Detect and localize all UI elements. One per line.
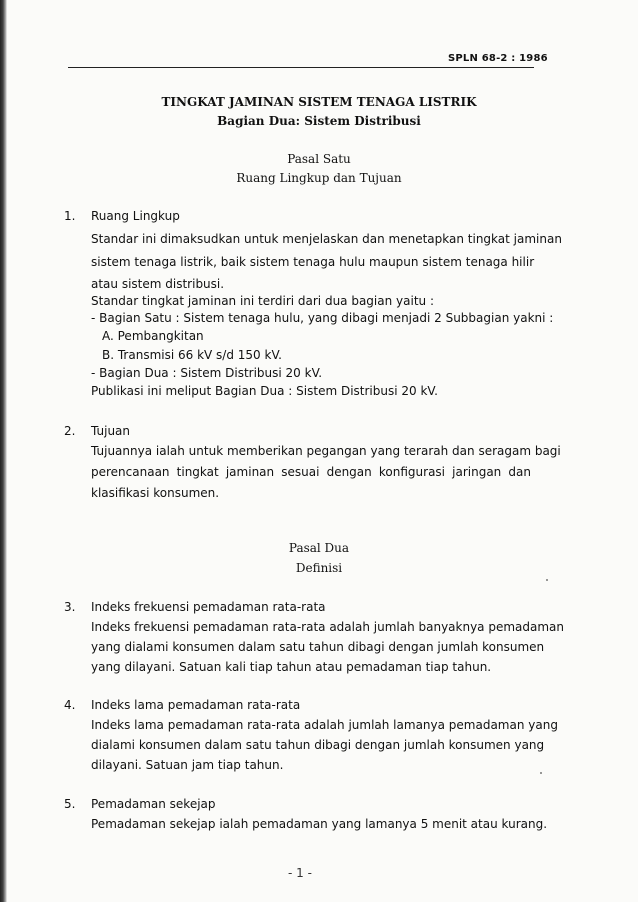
section-1-text: Publikasi ini meliput Bagian Dua : Sistem Distribusi 20 kV. [91, 384, 438, 398]
page-number: - 1 - [288, 866, 312, 880]
section-5-text: Pemadaman sekejap ialah pemadaman yang lamanya 5 menit atau kurang. [91, 817, 548, 831]
section-2-text: klasifikasi konsumen. [91, 486, 220, 500]
section-1-text: Standar tingkat jaminan ini terdiri dari dua bagian yaitu : [91, 294, 434, 308]
section-1-subitem: B. Transmisi 66 kV s/d 150 kV. [102, 348, 282, 362]
section-3-text: yang dialami konsumen dalam satu tahun dibagi dengan jumlah konsumen [91, 640, 545, 654]
section-2-text: Tujuannya ialah untuk memberikan pegangan yang terarah dan seragam bagi [91, 444, 561, 458]
section-1-text: atau sistem distribusi. [91, 277, 225, 291]
section-2-heading: Tujuan [91, 424, 131, 438]
pasal-dua-label: Pasal Dua [288, 541, 350, 555]
section-4-text: dialami konsumen dalam satu tahun dibagi dengan jumlah konsumen yang [91, 738, 545, 752]
section-1-number: 1. [64, 209, 76, 223]
section-2-number: 2. [64, 424, 76, 438]
section-4-heading: Indeks lama pemadaman rata-rata [91, 698, 301, 712]
section-4-text: dilayani. Satuan jam tiap tahun. [91, 758, 284, 772]
section-5-heading: Pemadaman sekejap [91, 797, 216, 811]
section-1-heading: Ruang Lingkup [91, 209, 180, 223]
document-title: TINGKAT JAMINAN SISTEM TENAGA LISTRIK [161, 95, 477, 109]
section-1-bullet: - Bagian Satu : Sistem tenaga hulu, yang dibagi menjadi 2 Subbagian yakni : [91, 311, 554, 325]
section-3-text: yang dilayani. Satuan kali tiap tahun atau pemadaman tiap tahun. [91, 660, 492, 674]
section-1-bullet: - Bagian Dua : Sistem Distribusi 20 kV. [91, 366, 323, 380]
scan-edge-shadow [0, 0, 7, 902]
section-3-heading: Indeks frekuensi pemadaman rata-rata [91, 600, 326, 614]
pasal-satu-label: Pasal Satu [287, 152, 351, 166]
pasal-satu-name: Ruang Lingkup dan Tujuan [236, 171, 402, 185]
document-subtitle: Bagian Dua: Sistem Distribusi [217, 114, 421, 128]
standard-code: SPLN 68-2 : 1986 [448, 53, 548, 64]
section-1-text: sistem tenaga listrik, baik sistem tenaga hulu maupun sistem tenaga hilir [91, 255, 535, 269]
header-rule [68, 67, 534, 68]
section-1-text: Standar ini dimaksudkan untuk menjelaskan dan menetapkan tingkat jaminan [91, 232, 562, 246]
section-3-text: Indeks frekuensi pemadaman rata-rata adalah jumlah banyaknya pemadaman [91, 620, 565, 634]
section-1-subitem: A. Pembangkitan [102, 329, 204, 343]
scan-speck [540, 772, 542, 774]
section-5-number: 5. [64, 797, 76, 811]
scan-speck [546, 579, 548, 581]
section-4-number: 4. [64, 698, 76, 712]
section-3-number: 3. [64, 600, 76, 614]
section-4-text: Indeks lama pemadaman rata-rata adalah jumlah lamanya pemadaman yang [91, 718, 558, 732]
pasal-dua-name: Definisi [295, 561, 343, 575]
section-2-text: perencanaan tingkat jaminan sesuai dengan konfigurasi jaringan dan [91, 465, 531, 479]
